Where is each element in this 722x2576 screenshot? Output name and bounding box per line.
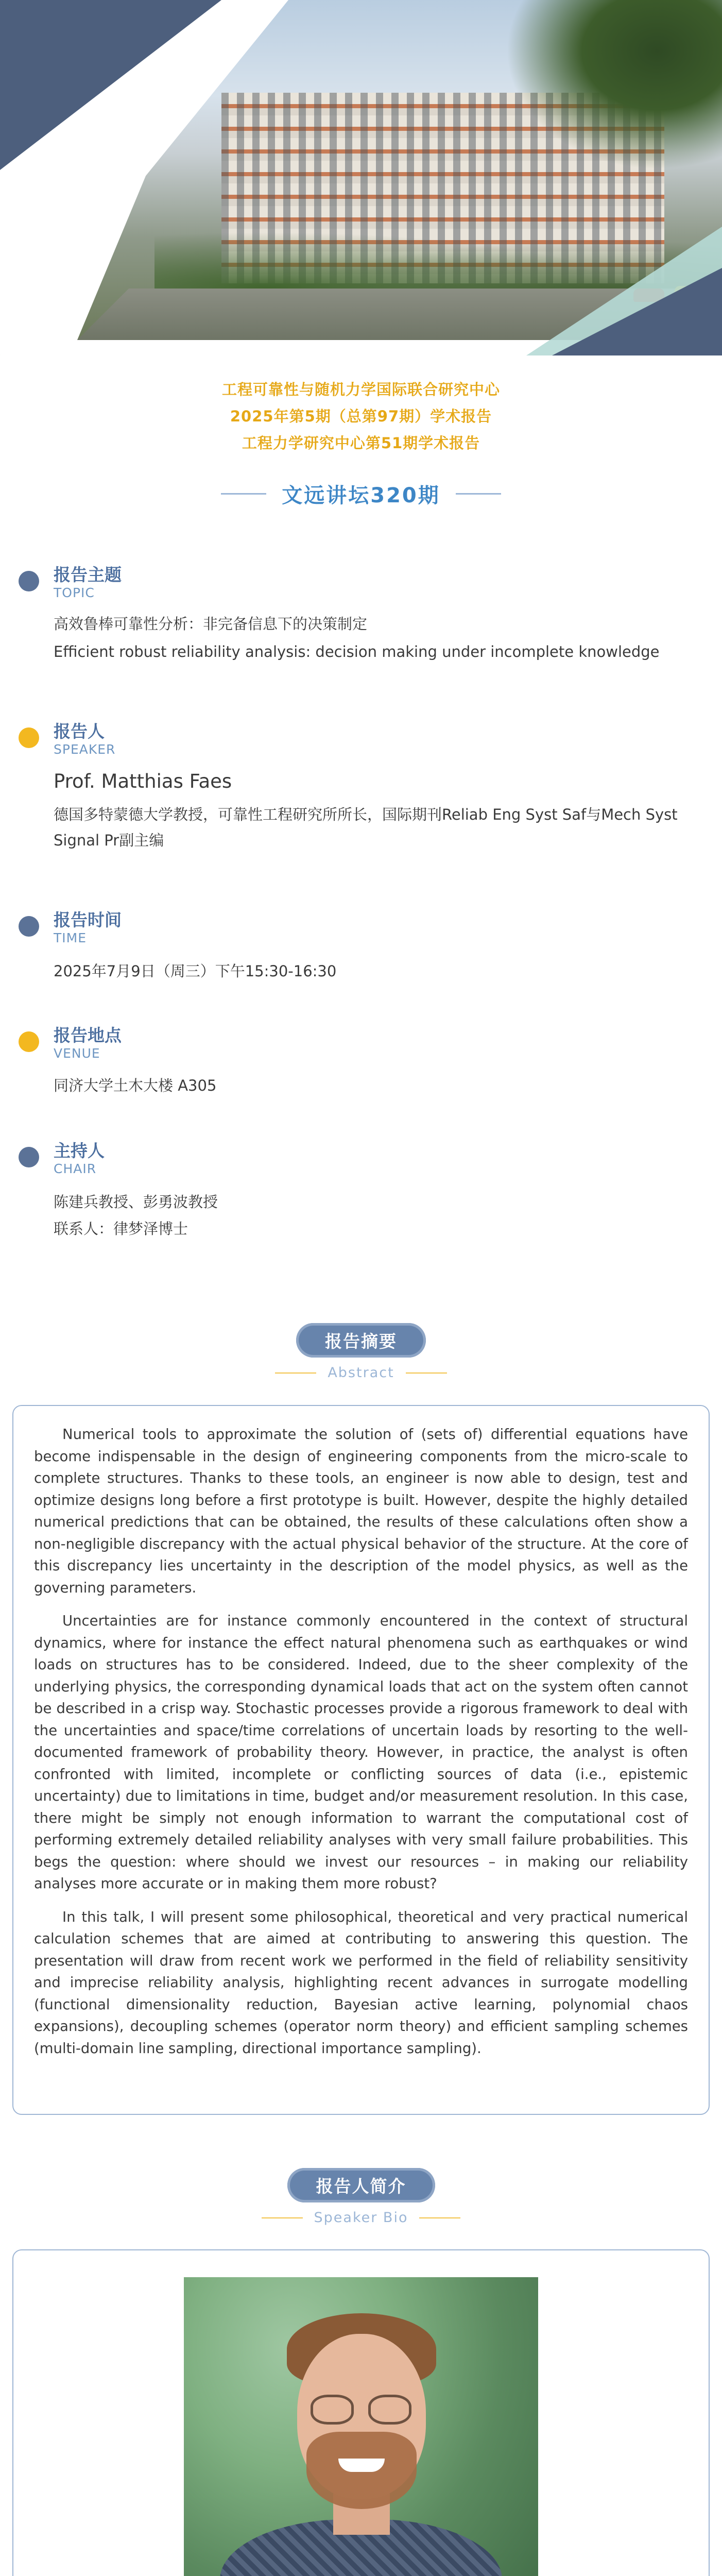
- abstract-paragraph: Numerical tools to approximate the solution of (sets of) differential equations have become indispensable in the design of engineering components from the micro-scale to complete structures. Thanks to these tools, an engineer is now able to design, test and optimize designs long before a first prototype is built. However, despite the highly detailed numerical predictions that can be obtained, the results of these calculations often show a non-negligible discrepancy with the actual physical behavior of the structure. At the core of this discrepancy lies uncertainty in the description of the model physics, as well as the governing parameters.: [34, 1426, 688, 1596]
- topic-label: 报告主题: [54, 565, 122, 585]
- bio-heading: [0, 2168, 722, 2226]
- venue-label: 报告地点: [54, 1025, 122, 1045]
- forum-title: 文远讲坛320期: [282, 484, 440, 507]
- abstract-title: 报告摘要: [296, 1323, 426, 1358]
- chair-label-en: CHAIR: [54, 1161, 97, 1176]
- time-label-en: TIME: [54, 930, 87, 945]
- divider: [406, 1372, 447, 1374]
- hero-banner: [0, 0, 722, 355]
- title-line-1: 工程可靠性与随机力学国际联合研究中心: [221, 381, 500, 398]
- bullet-dot: [19, 916, 39, 937]
- abstract-heading: [0, 1323, 722, 1381]
- venue-label-en: VENUE: [54, 1046, 100, 1061]
- title-line-3: 工程力学研究中心第51期学术报告: [242, 434, 480, 452]
- bullet-dot: [19, 727, 39, 748]
- bullet-dot: [19, 1147, 39, 1167]
- bullet-dot: [19, 1031, 39, 1052]
- topic-value-cn: 高效鲁棒可靠性分析：非完备信息下的决策制定: [54, 615, 368, 633]
- time-value: 2025年7月9日（周三）下午15:30-16:30: [54, 962, 337, 980]
- bio-title: 报告人简介: [287, 2168, 435, 2202]
- event-titles: [0, 376, 722, 456]
- venue-value: 同济大学土木大楼 A305: [54, 1077, 217, 1094]
- speaker-description: 德国多特蒙德大学教授，可靠性工程研究所所长，国际期刊Reliab Eng Syst Saf与Mech Syst Signal Pr副主编: [54, 806, 678, 849]
- bio-subtitle: Speaker Bio: [314, 2210, 408, 2226]
- portrait-glasses: [311, 2395, 354, 2425]
- divider: [275, 1372, 316, 1374]
- topic-label-en: TOPIC: [54, 585, 95, 600]
- speaker-label-en: SPEAKER: [54, 742, 116, 757]
- tree-foliage: [506, 0, 722, 170]
- abstract-paragraph: In this talk, I will present some philosophical, theoretical and very practical numerical calculation schemes that are aimed at contributing to answering this question. The presentation will draw from recent work we performed in the field of reliability sensitivity and imprecise reliability analysis, highlighting recent advances in surrogate modelling (functional dimensionality reduction, Bayesian active learning, polynomial chaos expansions), decoupling schemes (operator norm theory) and efficient sampling schemes (multi-domain line sampling, directional importance sampling).: [34, 1908, 688, 2057]
- topic-value-en: Efficient robust reliability analysis: decision making under incomplete knowledge: [54, 643, 660, 660]
- forum-heading: [0, 479, 722, 509]
- time-label: 报告时间: [54, 910, 122, 930]
- forum-divider-left: [221, 493, 266, 495]
- chair-label: 主持人: [54, 1141, 105, 1161]
- abstract-card: [12, 1405, 710, 2115]
- title-line-2: 2025年第5期（总第97期）学术报告: [230, 408, 492, 425]
- abstract-paragraph: Uncertainties are for instance commonly encountered in the context of structural dynamics, where for instance the effect natural phenomena such as earthquakes or wind loads on structures has to be considered. Indeed, due to the sheer complexity of the underlying physics, the corresponding dynamical loads that act on the system often cannot be described in a crisp way. Stochastic processes provide a rigorous framework to deal with the uncertainties and space/time correlations of uncertain loads by resorting to the well-documented framework of probability theory. However, in practice, the analyst is often confronted with limited, incomplete or conflicting sources of data (i.e., epistemic uncertainty) due to limitations in time, budget and/or measurement resolution. In this case, there might be simply not enough information to warrant the computational cost of performing extremely detailed reliability analyses with very small failure probabilities. This begs the question: where should we invest our resources – in making our reliability analyses more accurate or in making them more robust?: [34, 1613, 688, 1892]
- bio-card: [12, 2249, 710, 2576]
- chair-value: 陈建兵教授、彭勇波教授: [54, 1193, 218, 1211]
- divider: [262, 2217, 303, 2218]
- portrait-glasses: [368, 2395, 411, 2425]
- portrait-smile: [338, 2459, 385, 2472]
- contact-value: 联系人：律梦泽博士: [54, 1220, 188, 1238]
- speaker-portrait: [184, 2277, 538, 2576]
- speaker-name: Prof. Matthias Faes: [54, 770, 232, 792]
- abstract-subtitle: Abstract: [328, 1365, 394, 1381]
- bullet-dot: [19, 571, 39, 591]
- forum-divider-right: [456, 493, 501, 495]
- divider: [419, 2217, 460, 2218]
- speaker-label: 报告人: [54, 721, 105, 741]
